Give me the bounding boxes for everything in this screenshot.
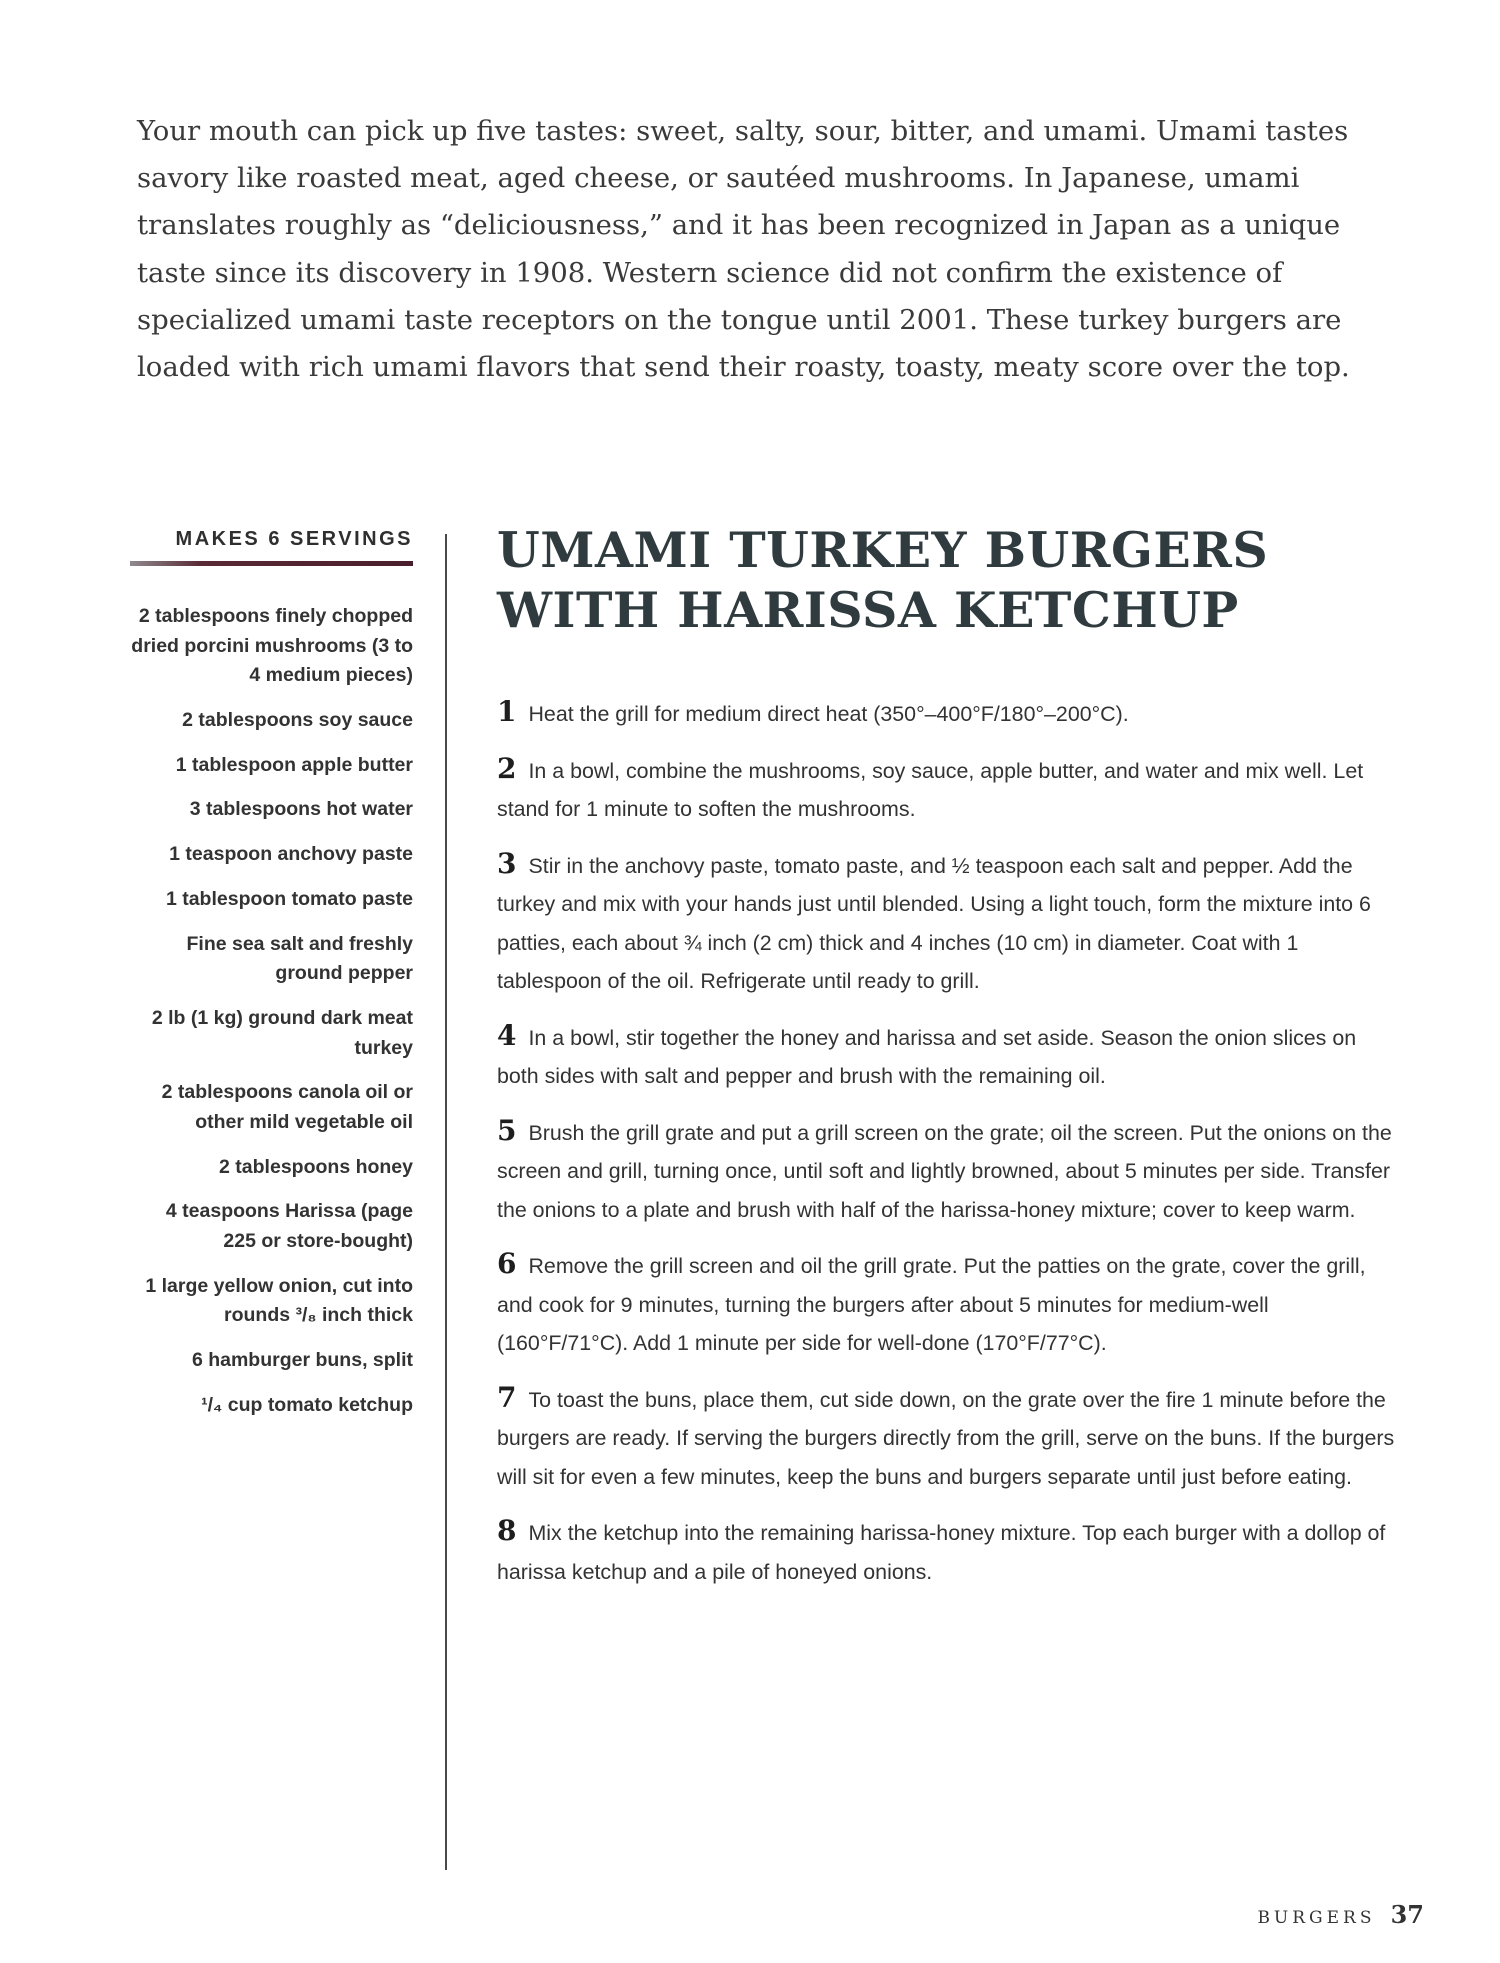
- ingredient-item: 2 tablespoons soy sauce: [182, 708, 413, 731]
- step-text: Stir in the anchovy paste, tomato paste, and ½ teaspoon each salt and pepper. Add the turkey and mix with your hands just until blended. Using a light touch, form the mixture into 6 patties, each about ¾ inch (2 cm) thick and 4 inches (10 cm) in diameter. Coat with 1 tablespoon of the oil. Refrigerate until ready to grill.: [497, 853, 1371, 993]
- step-text: Remove the grill screen and oil the grill grate. Put the patties on the grate, cover the grill, and cook for 9 minutes, turning the burgers after about 5 minutes for medium-well (160°F/71°C). Add 1 minute per side for well-done (170°F/77°C).: [497, 1254, 1366, 1355]
- ingredient-item: 1 tablespoon apple butter: [175, 753, 413, 776]
- servings-label: MAKES 6 SERVINGS: [175, 528, 413, 550]
- recipe-main: [497, 520, 1397, 1607]
- step-item: [497, 693, 1397, 734]
- step-number: 7: [497, 1380, 517, 1414]
- ingredient-item: 3 tablespoons hot water: [189, 798, 413, 821]
- servings-rule: [130, 561, 413, 566]
- step-item: [497, 750, 1397, 829]
- step-text: Mix the ketchup into the remaining harissa-honey mixture. Top each burger with a dollop of harissa ketchup and a pile of honeyed onions.: [497, 1521, 1386, 1584]
- step-text: To toast the buns, place them, cut side down, on the grate over the fire 1 minute before the burgers are ready. If serving the burgers directly from the grill, serve on the buns. If the burgers will sit for even a few minutes, keep the buns and burgers separate until just before eating.: [497, 1387, 1395, 1489]
- ingredient-item: 2 tablespoons canola oil or other mild vegetable oil: [161, 1081, 413, 1133]
- ingredient-item: 4 teaspoons Harissa (page 225 or store-bought): [165, 1200, 413, 1252]
- ingredient-item: 2 lb (1 kg) ground dark meat turkey: [151, 1007, 413, 1059]
- footer-section-label: BURGERS: [1257, 1908, 1376, 1928]
- ingredient-item: 2 tablespoons finely chopped dried porcini mushrooms (3 to 4 medium pieces): [131, 605, 413, 686]
- ingredients-list: [130, 602, 413, 1420]
- step-text: In a bowl, combine the mushrooms, soy sauce, apple butter, and water and mix well. Let stand for 1 minute to soften the mushrooms.: [497, 758, 1364, 821]
- ingredient-item: ¹/₄ cup tomato ketchup: [201, 1393, 413, 1416]
- ingredient-item: 6 hamburger buns, split: [191, 1349, 413, 1372]
- step-item: [497, 1512, 1397, 1591]
- recipe-title-line-2: WITH HARISSA KETCHUP: [497, 581, 1239, 639]
- step-item: [497, 1379, 1397, 1497]
- page-footer: [1257, 1900, 1424, 1929]
- step-text: Heat the grill for medium direct heat (350°–400°F/180°–200°C).: [528, 702, 1129, 726]
- step-text: In a bowl, stir together the honey and harissa and set aside. Season the onion slices on both sides with salt and pepper and brush with the remaining oil.: [497, 1025, 1357, 1088]
- ingredient-item: 1 large yellow onion, cut into rounds ³/₈ inch thick: [145, 1274, 413, 1327]
- steps-list: [497, 693, 1397, 1591]
- step-item: [497, 1112, 1397, 1230]
- step-number: 2: [497, 751, 517, 785]
- ingredient-item: Fine sea salt and freshly ground pepper: [186, 932, 413, 985]
- recipe-title-line-1: UMAMI TURKEY BURGERS: [497, 521, 1269, 579]
- step-item: [497, 1245, 1397, 1363]
- step-number: 4: [497, 1018, 517, 1052]
- ingredient-item: 1 tablespoon tomato paste: [165, 887, 413, 910]
- step-number: 5: [497, 1113, 517, 1147]
- column-divider: [445, 534, 447, 1870]
- step-text: Brush the grill grate and put a grill screen on the grate; oil the screen. Put the onions on the screen and grill, turning once, until soft and lightly browned, about 5 minutes per side. Transfer the onions to a plate and brush with half of the harissa-honey mixture; cover to keep warm.: [497, 1120, 1392, 1222]
- recipe-title: [497, 520, 1397, 640]
- step-number: 6: [497, 1247, 517, 1280]
- page-number: 37: [1390, 1900, 1424, 1929]
- ingredients-sidebar: [130, 528, 413, 1436]
- step-item: [497, 1017, 1397, 1096]
- step-number: 1: [497, 695, 517, 728]
- ingredient-item: 1 teaspoon anchovy paste: [169, 843, 413, 866]
- ingredient-item: 2 tablespoons honey: [219, 1155, 413, 1178]
- step-item: [497, 845, 1397, 1001]
- intro-paragraph: Your mouth can pick up five tastes: sweet, salty, sour, bitter, and umami. Umami tastes savory like roasted meat, aged cheese, or sautéed mushrooms. In Japanese, umami translates roughly as “deliciousness,” and it has been recognized in Japan as a unique taste since its discovery in 1908. Western science did not confirm the existence of specialized umami taste receptors on the tongue until 2001. These turkey burgers are loaded with rich umami flavors that send their roasty, toasty, meaty score over the top.: [137, 115, 1350, 384]
- step-number: 8: [497, 1514, 517, 1547]
- step-number: 3: [497, 846, 517, 880]
